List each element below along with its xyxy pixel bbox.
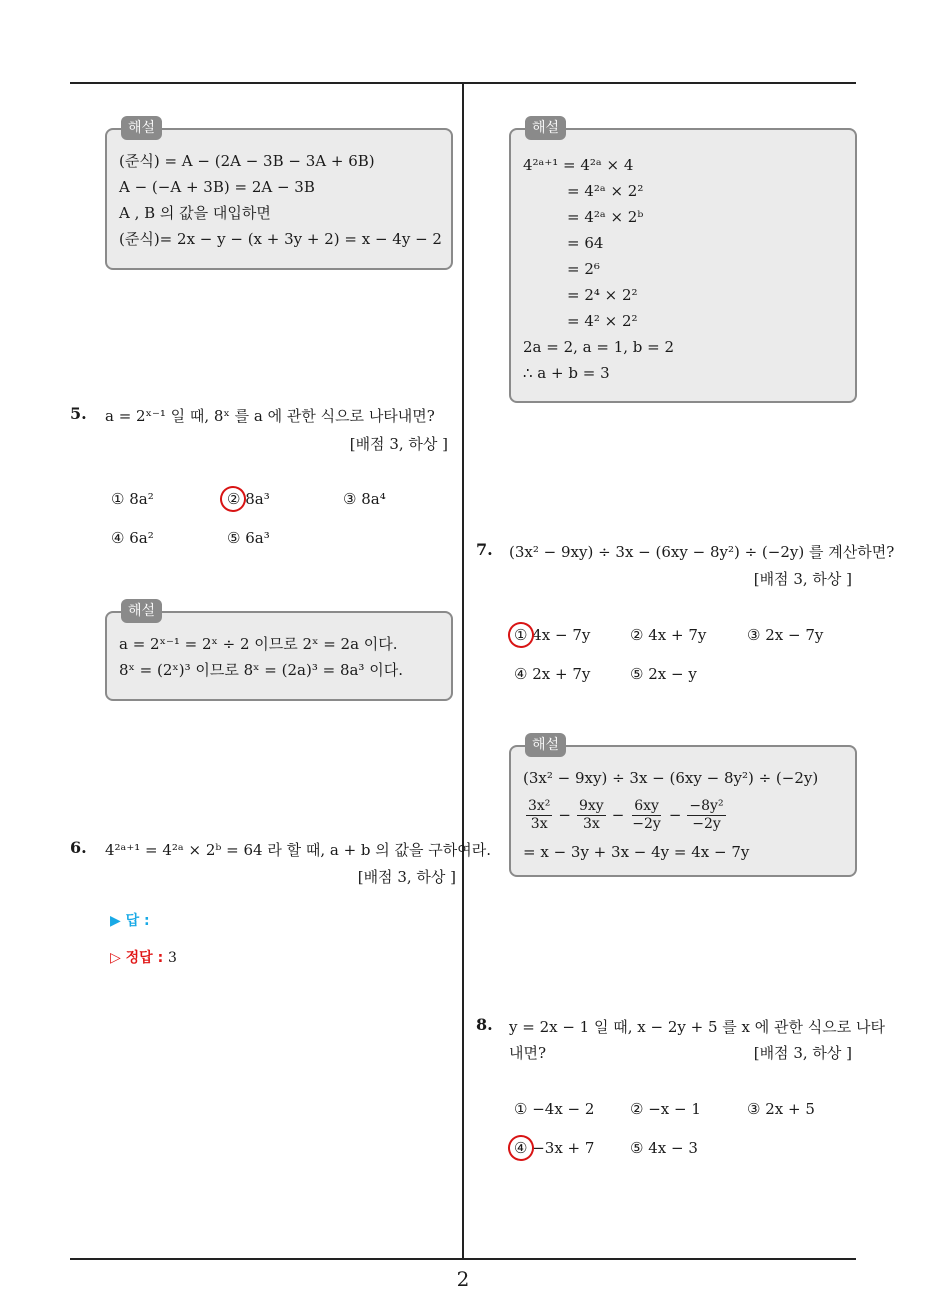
minus-sign: − [668,806,682,824]
solution-tag: 해설 [525,733,566,757]
fraction-expression [523,791,818,839]
solution-tag: 해설 [121,599,162,623]
page-number: 2 [456,1267,470,1291]
solution-line: = 4² × 2² [567,312,638,330]
numerator: 6xy [634,797,659,814]
solution-box-q7 [509,737,857,877]
question-text-8: y = 2x − 1 일 때, x − 2y + 5 를 x 에 관한 식으로 나타 [509,1018,885,1036]
solution-line: (3x² − 9xy) ÷ 3x − (6xy − 8y²) ÷ (−2y) [523,769,819,787]
score-label-7: [배점 3, 하상 ] [753,570,852,588]
solution-box-q5 [105,603,453,701]
correct-answer-label: ▷ 정답 : [110,950,164,966]
numerator: 9xy [579,797,604,814]
solution-line: = 4²ᵃ × 2² [567,182,644,200]
solution-line: = 2⁴ × 2² [567,286,638,304]
solution-line: 4²ᵃ⁺¹ = 4²ᵃ × 4 [523,156,634,174]
question-number-8: 8. [476,1015,493,1034]
fraction [630,798,663,833]
solution-line: A − (−A + 3B) = 2A − 3B [119,178,315,196]
option-8-4[interactable]: ④ −3x + 7 [514,1139,595,1157]
option-8-2[interactable]: ② −x − 1 [630,1100,701,1118]
answer-mark-circle [505,619,538,652]
denominator: 3x [582,815,600,832]
score-label-5: [배점 3, 하상 ] [349,435,448,453]
option-8-1[interactable]: ① −4x − 2 [514,1100,595,1118]
option-7-4[interactable]: ④ 2x + 7y [514,665,591,683]
denominator: −2y [692,815,721,832]
solution-line: a = 2ˣ⁻¹ = 2ˣ ÷ 2 이므로 2ˣ = 2a 이다. [119,635,398,653]
option-7-5[interactable]: ⑤ 2x − y [630,665,697,683]
fraction [687,798,725,833]
solution-line: (준식) = A − (2A − 3B − 3A + 6B) [119,152,375,170]
minus-sign: − [558,806,571,824]
option-5-2[interactable]: ② 8a³ [227,490,270,508]
option-5-5[interactable]: ⑤ 6a³ [227,529,270,547]
option-5-3[interactable]: ③ 8a⁴ [343,490,386,508]
option-7-1[interactable]: ① 4x − 7y [514,626,591,644]
question-number-7: 7. [476,540,493,559]
solution-tag: 해설 [525,116,566,140]
option-8-5[interactable]: ⑤ 4x − 3 [630,1139,698,1157]
question-text-6: 4²ᵃ⁺¹ = 4²ᵃ × 2ᵇ = 64 라 할 때, a + b 의 값을 구하여라. [105,841,492,859]
numerator: −8y² [689,797,724,814]
solution-line: ∴ a + b = 3 [523,364,610,382]
question-text-8-cont: 내면? [509,1044,547,1062]
solution-tag: 해설 [121,116,162,140]
denominator: 3x [530,815,548,832]
answer-mark-circle [505,1132,538,1165]
minus-sign: − [611,806,625,824]
solution-line: = x − 3y + 3x − 4y = 4x − 7y [523,843,750,861]
solution-line: = 2⁶ [567,260,600,278]
question-text-5: a = 2ˣ⁻¹ 일 때, 8ˣ 를 a 에 관한 식으로 나타내면? [105,407,435,425]
answer-mark-circle [217,483,250,516]
option-5-1[interactable]: ① 8a² [111,490,154,508]
bottom-rule [70,1258,856,1260]
solution-line: A , B 의 값을 대입하면 [119,204,271,222]
question-text-7: (3x² − 9xy) ÷ 3x − (6xy − 8y²) ÷ (−2y) 를 계산하면? [509,543,895,561]
fraction [526,798,552,833]
denominator: −2y [632,815,661,832]
numerator: 3x² [528,797,551,814]
solution-line: 8ˣ = (2ˣ)³ 이므로 8ˣ = (2a)³ = 8a³ 이다. [119,661,403,679]
solution-box-q4 [105,120,453,270]
question-number-5: 5. [70,404,87,423]
solution-box-q6 [509,120,857,403]
correct-answer [110,947,177,967]
question-number-6: 6. [70,838,87,857]
option-7-3[interactable]: ③ 2x − 7y [747,626,824,644]
option-5-4[interactable]: ④ 6a² [111,529,154,547]
correct-answer-value: 3 [168,950,177,966]
answer-prompt: ▶ 답 : [110,913,150,929]
solution-line: = 64 [567,234,604,252]
score-label-8: [배점 3, 하상 ] [753,1044,852,1062]
column-divider [462,83,464,1260]
option-8-3[interactable]: ③ 2x + 5 [747,1100,815,1118]
solution-line: = 4²ᵃ × 2ᵇ [567,208,644,226]
solution-line: 2a = 2, a = 1, b = 2 [523,338,675,356]
fraction [577,798,606,833]
option-7-2[interactable]: ② 4x + 7y [630,626,707,644]
score-label-6: [배점 3, 하상 ] [357,868,456,886]
solution-line: (준식)= 2x − y − (x + 3y + 2) = x − 4y − 2 [119,230,442,248]
